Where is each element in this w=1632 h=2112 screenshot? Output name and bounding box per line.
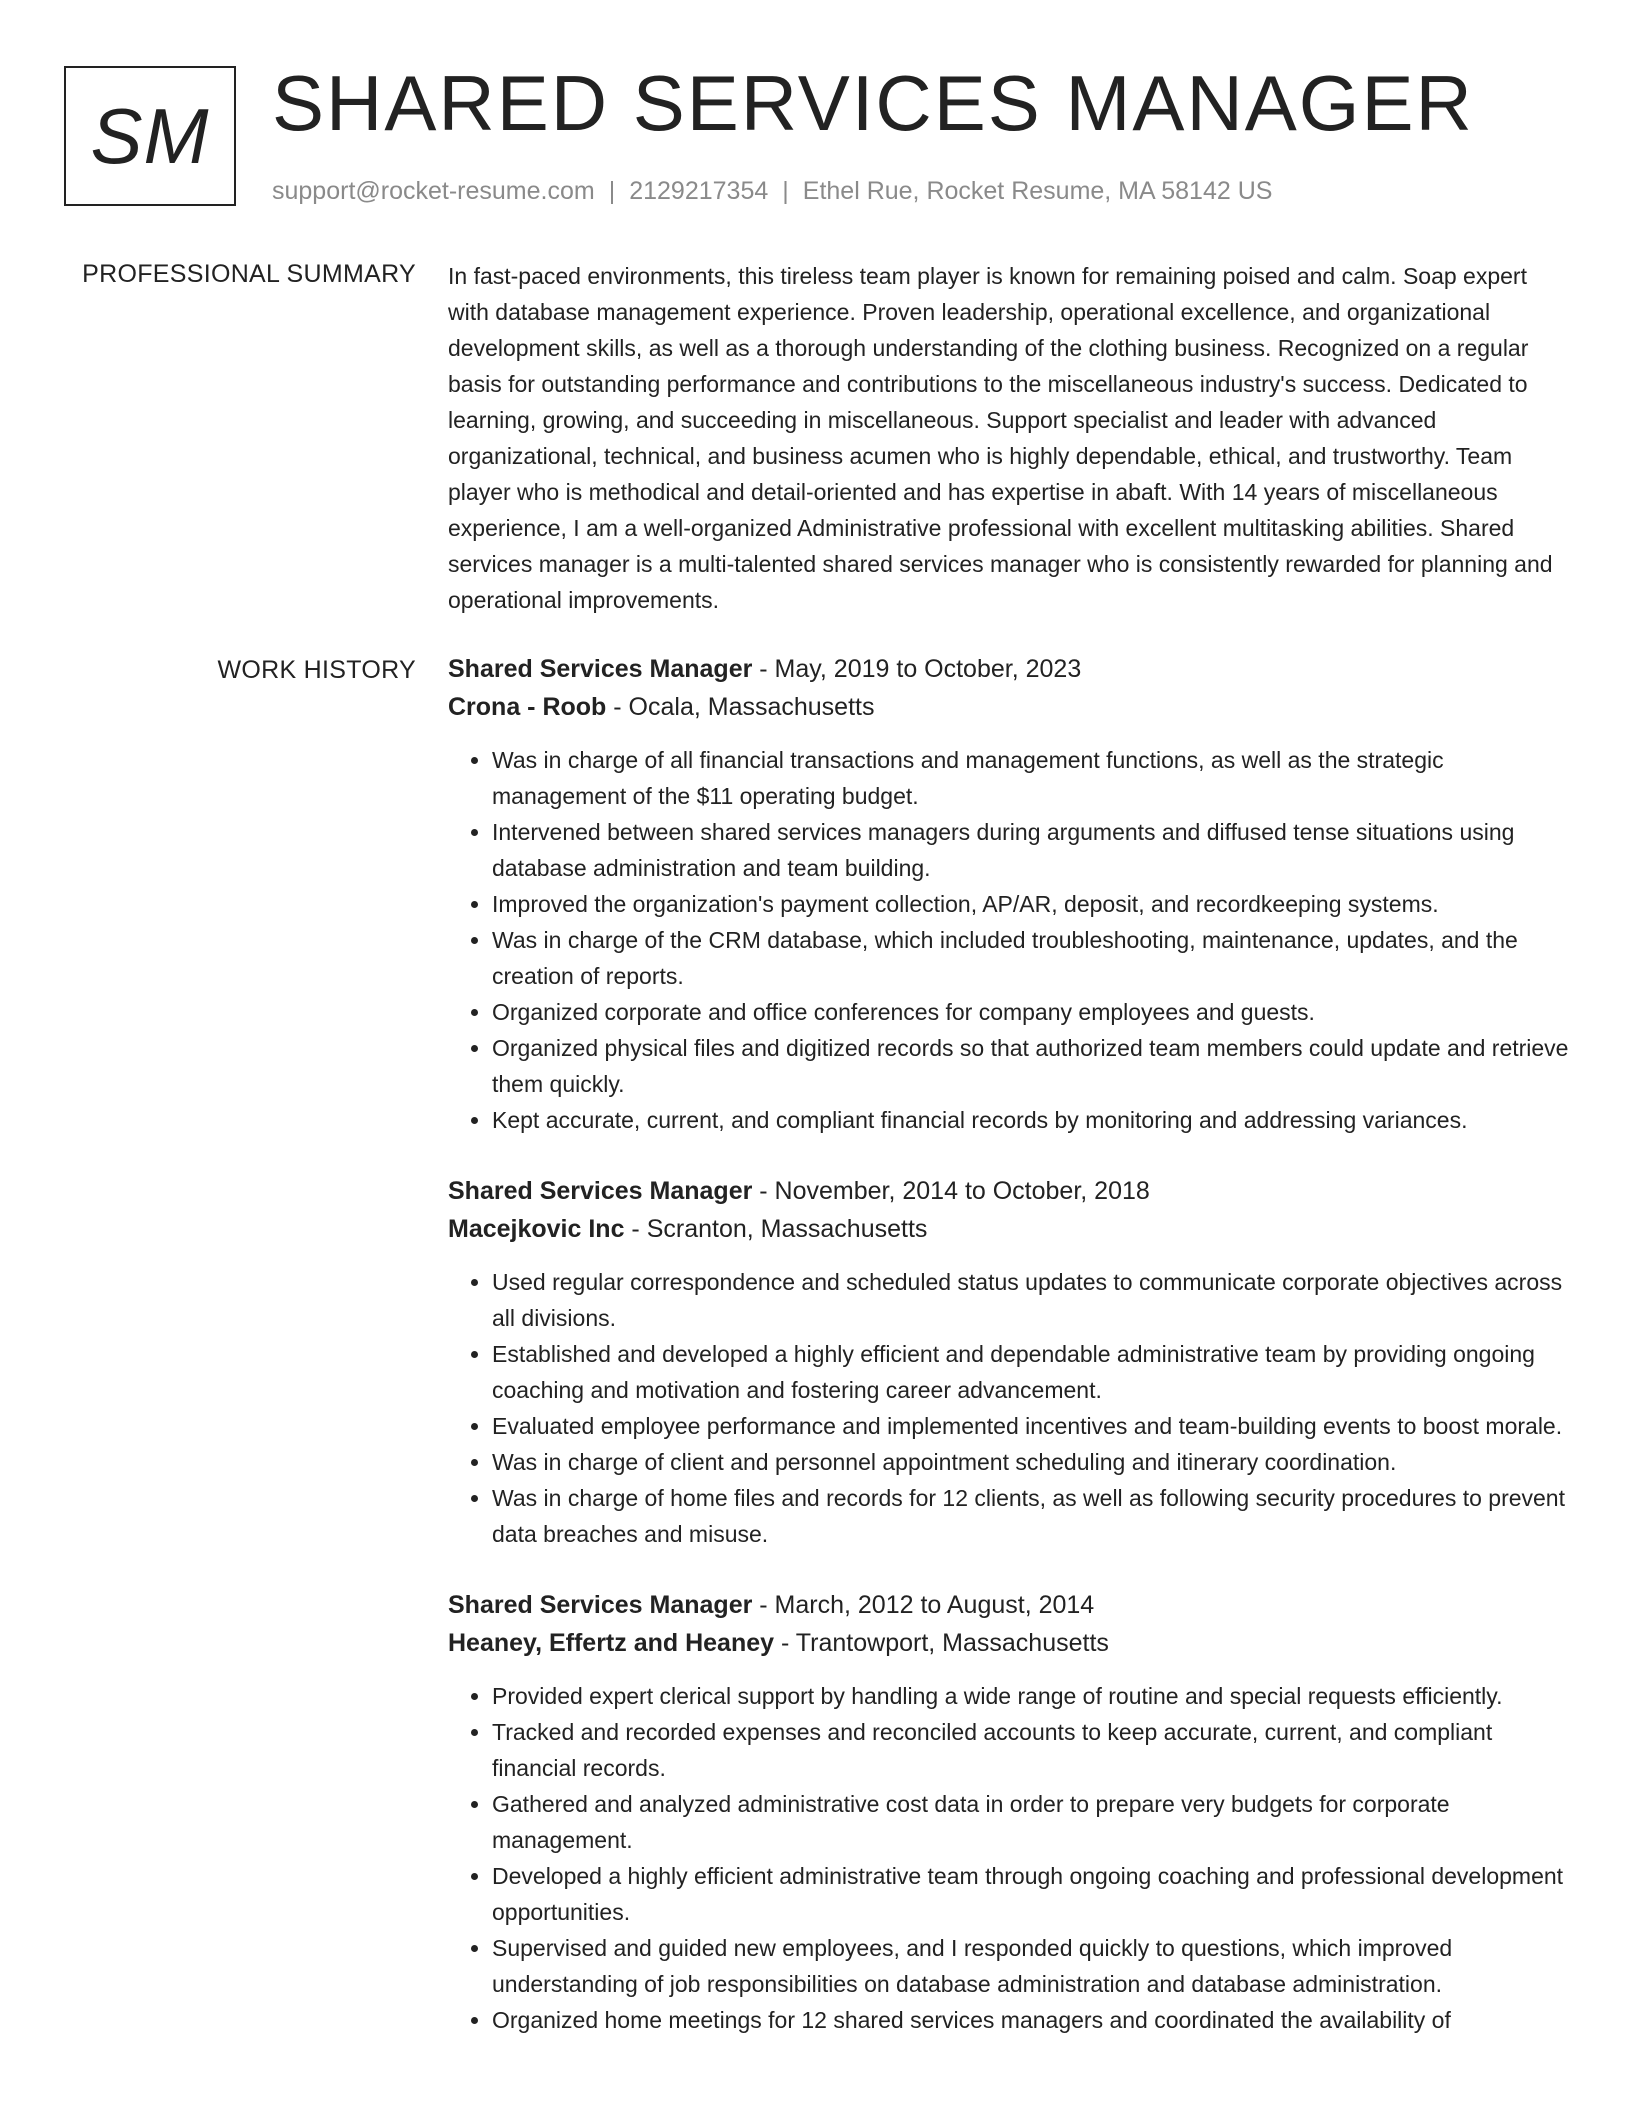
job-bullet: • Tracked and recorded expenses and reconciled accounts to keep accurate, current, and compliant financial records. xyxy=(492,1714,1572,1786)
job-company: Crona - Roob xyxy=(448,693,607,721)
job-title: Shared Services Manager xyxy=(448,1177,753,1205)
contact-separator: | xyxy=(782,177,789,205)
job-dates: - March, 2012 to August, 2014 xyxy=(752,1591,1095,1619)
job-company: Macejkovic Inc xyxy=(448,1215,625,1243)
job-title: Shared Services Manager xyxy=(448,1591,753,1619)
job-bullet: • Was in charge of home files and records for 12 clients, as well as following security procedures to prevent data breaches and misuse. xyxy=(492,1480,1572,1552)
job-title-line xyxy=(448,650,1572,688)
job-title: Shared Services Manager xyxy=(448,655,753,683)
job-bullet: • Provided expert clerical support by handling a wide range of routine and special requests efficiently. xyxy=(492,1678,1572,1714)
contact-separator: | xyxy=(608,177,616,205)
job-bullet: • Kept accurate, current, and compliant financial records by monitoring and addressing variances. xyxy=(492,1102,1572,1138)
job-bullets xyxy=(448,742,1572,1138)
contact-line xyxy=(272,176,1272,206)
job-bullet: • Organized home meetings for 12 shared services managers and coordinated the availability of xyxy=(492,2002,1572,2038)
job-title-line xyxy=(448,1172,1572,1210)
job-location: - Trantowport, Massachusetts xyxy=(774,1629,1109,1657)
job-bullet: • Was in charge of client and personnel appointment scheduling and itinerary coordination. xyxy=(492,1444,1572,1480)
job-dates: - November, 2014 to October, 2018 xyxy=(752,1177,1150,1205)
section-heading-work-history: WORK HISTORY xyxy=(217,656,416,684)
job-company: Heaney, Effertz and Heaney xyxy=(448,1629,775,1657)
job-dates: - May, 2019 to October, 2023 xyxy=(752,655,1082,683)
job-bullets xyxy=(448,1264,1572,1552)
contact-phone: 2129217354 xyxy=(629,177,769,205)
job-bullet: • Evaluated employee performance and implemented incentives and team-building events to boost morale. xyxy=(492,1408,1572,1444)
job-entry xyxy=(448,1586,1572,2038)
job-company-line xyxy=(448,1210,1572,1248)
job-bullet: • Was in charge of the CRM database, which included troubleshooting, maintenance, updates, and the creation of reports. xyxy=(492,922,1572,994)
contact-email: support@rocket-resume.com xyxy=(272,177,595,205)
job-title-line xyxy=(448,1586,1572,1624)
section-heading-summary: PROFESSIONAL SUMMARY xyxy=(82,260,416,288)
job-bullet: • Improved the organization's payment collection, AP/AR, deposit, and recordkeeping systems. xyxy=(492,886,1572,922)
job-entry xyxy=(448,650,1572,1138)
job-entry xyxy=(448,1172,1572,1552)
job-bullet: • Established and developed a highly efficient and dependable administrative team by providing ongoing coaching and motivation and fostering career advancement. xyxy=(492,1336,1572,1408)
job-bullet: • Was in charge of all financial transactions and management functions, as well as the strategic management of the $11 operating budget. xyxy=(492,742,1572,814)
page-title: SHARED SERVICES MANAGER xyxy=(272,59,1474,147)
job-bullet: • Used regular correspondence and scheduled status updates to communicate corporate objectives across all divisions. xyxy=(492,1264,1572,1336)
job-bullet: • Developed a highly efficient administrative team through ongoing coaching and professional development opportunities. xyxy=(492,1858,1572,1930)
job-bullet: • Organized physical files and digitized records so that authorized team members could update and retrieve them quickly. xyxy=(492,1030,1572,1102)
job-company-line xyxy=(448,688,1572,726)
job-bullet: • Supervised and guided new employees, and I responded quickly to questions, which improved understanding of job responsibilities on database administration and database administration. xyxy=(492,1930,1572,2002)
job-bullet: • Organized corporate and office conferences for company employees and guests. xyxy=(492,994,1572,1030)
job-bullet: • Gathered and analyzed administrative cost data in order to prepare very budgets for corporate management. xyxy=(492,1786,1572,1858)
job-bullets xyxy=(448,1678,1572,2038)
job-company-line xyxy=(448,1624,1572,1662)
job-location: - Scranton, Massachusetts xyxy=(624,1215,928,1243)
job-location: - Ocala, Massachusetts xyxy=(606,693,875,721)
job-bullet: • Intervened between shared services managers during arguments and diffused tense situations using database administration and team building. xyxy=(492,814,1572,886)
contact-address: Ethel Rue, Rocket Resume, MA 58142 US xyxy=(802,177,1273,205)
monogram-logo: SM xyxy=(64,66,236,206)
summary-text: In fast-paced environments, this tireless team player is known for remaining poised and calm. Soap expert with database management experience. Proven leadership, operational excellence, and organizational development skills, as well as a thorough understanding of the clothing business. Recognized on a regular basis for outstanding performance and contributions to the miscellaneous industry's success. Dedicated to learning, growing, and succeeding in miscellaneous. Support specialist and leader with advanced organizational, technical, and business acumen who is highly dependable, ethical, and trustworthy. Team player who is methodical and detail-oriented and has expertise in abaft. With 14 years of miscellaneous experience, I am a well-organized Administrative professional with excellent multitasking abilities. Shared services manager is a multi-talented shared services manager who is consistently rewarded for planning and operational improvements. xyxy=(448,263,1553,613)
